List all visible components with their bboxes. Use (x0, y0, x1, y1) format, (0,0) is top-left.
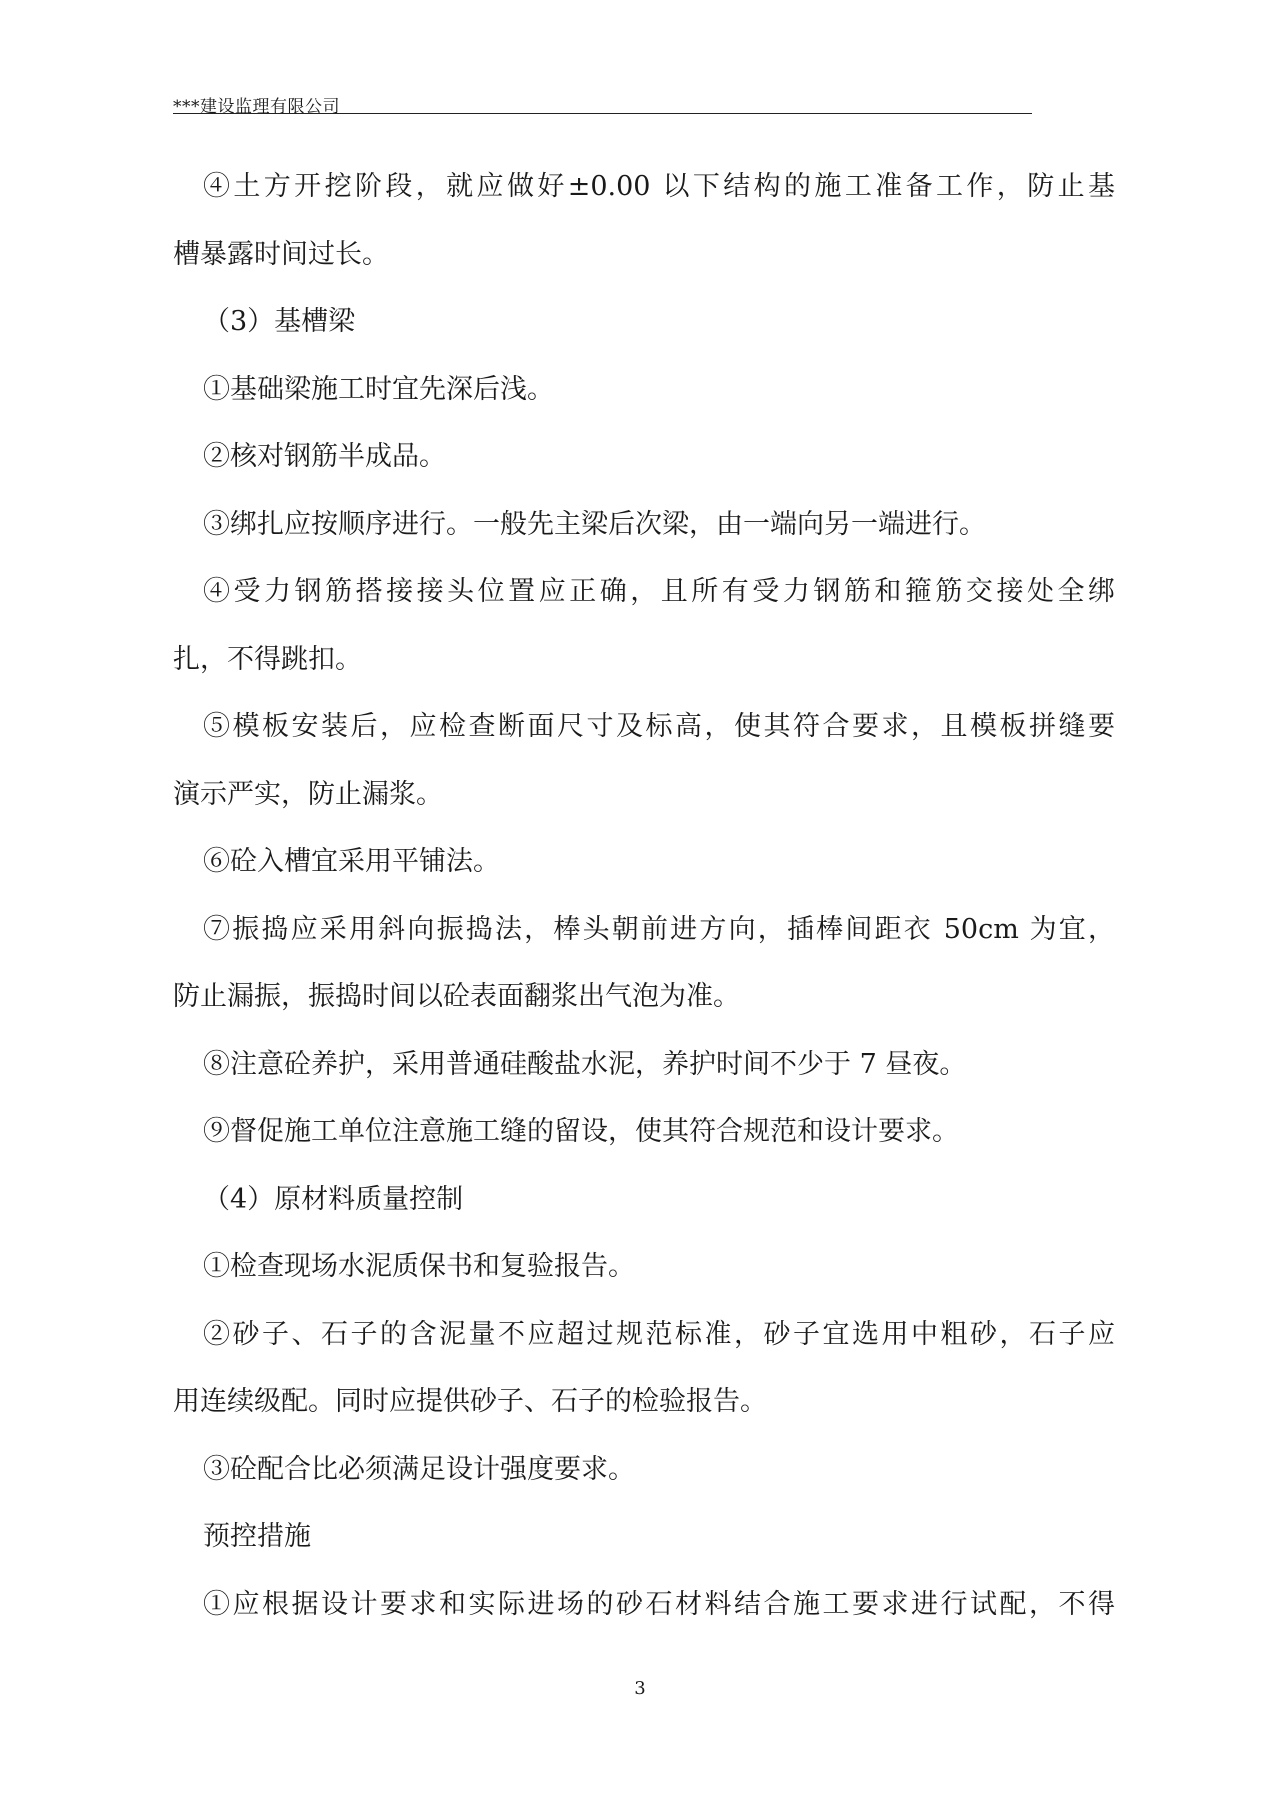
paragraph-line: 演示严实，防止漏浆。 (173, 778, 443, 810)
page-number: 3 (634, 1678, 646, 1699)
paragraph-line: ①应根据设计要求和实际进场的砂石材料结合施工要求进行试配，不得 (203, 1588, 1115, 1620)
paragraph-line: ④土方开挖阶段，就应做好±0.00 以下结构的施工准备工作，防止基 (203, 171, 1115, 202)
paragraph-line: ④受力钢筋搭接接头位置应正确，且所有受力钢筋和箍筋交接处全绑 (203, 576, 1115, 607)
paragraph-line: ①基础梁施工时宜先深后浅。 (203, 373, 554, 405)
paragraph-line: 防止漏振，振捣时间以砼表面翻浆出气泡为准。 (173, 981, 740, 1012)
paragraph-line: ③砼配合比必须满足设计强度要求。 (203, 1453, 635, 1485)
paragraph-line: ⑨督促施工单位注意施工缝的留设，使其符合规范和设计要求。 (203, 1116, 959, 1147)
paragraph-line: ②核对钢筋半成品。 (203, 441, 446, 472)
document-header: ***建设监理有限公司 (173, 97, 340, 117)
section-heading: （3）基槽梁 (203, 306, 356, 337)
paragraph-line: ⑧注意砼养护，采用普通硅酸盐水泥，养护时间不少于 7 昼夜。 (203, 1048, 967, 1080)
paragraph-line: ③绑扎应按顺序进行。一般先主梁后次梁，由一端向另一端进行。 (203, 508, 986, 540)
paragraph-line: ⑤模板安装后，应检查断面尺寸及标高，使其符合要求，且模板拼缝要 (203, 711, 1115, 742)
paragraph-line: ①检查现场水泥质保书和复验报告。 (203, 1251, 635, 1282)
section-heading: （4）原材料质量控制 (203, 1183, 464, 1215)
paragraph-line: ⑥砼入槽宜采用平铺法。 (203, 846, 500, 877)
header-rule (173, 113, 1032, 114)
document-body (173, 153, 1115, 1638)
paragraph-line: 用连续级配。同时应提供砂子、石子的检验报告。 (173, 1386, 767, 1417)
paragraph-line: 槽暴露时间过长。 (173, 238, 389, 270)
paragraph-line: 扎，不得跳扣。 (173, 643, 362, 675)
paragraph-line: ⑦振捣应采用斜向振捣法，棒头朝前进方向，插棒间距衣 50cm 为宜， (203, 913, 1115, 945)
paragraph-line: ②砂子、石子的含泥量不应超过规范标准，砂子宜选用中粗砂，石子应 (203, 1318, 1115, 1350)
section-heading: 预控措施 (203, 1521, 311, 1552)
